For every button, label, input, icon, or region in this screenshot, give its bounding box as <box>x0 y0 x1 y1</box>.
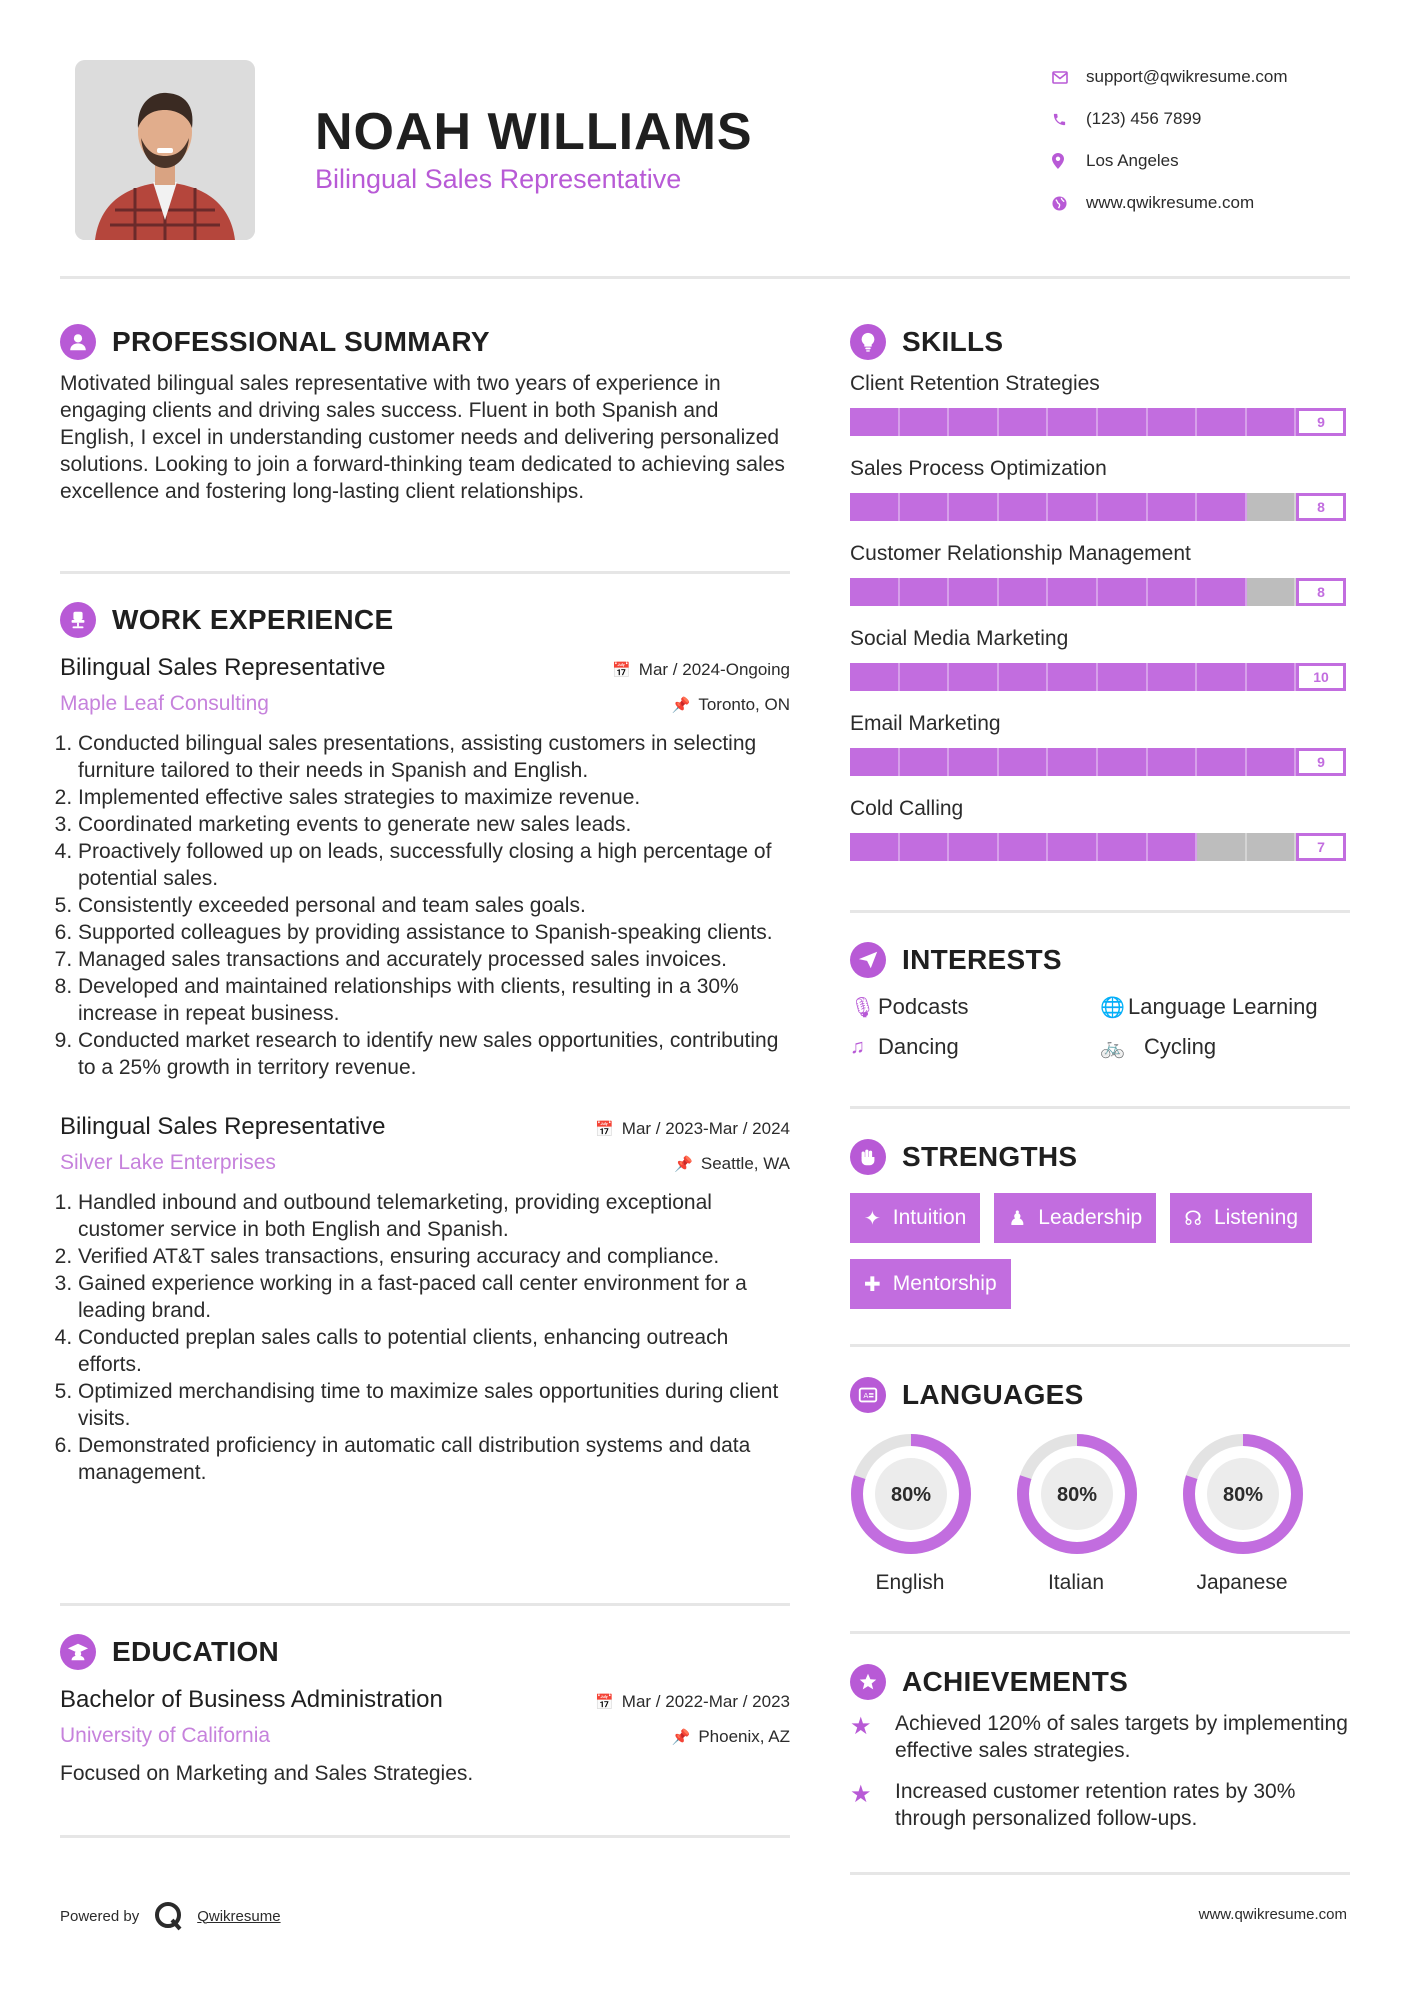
job-location: 📌 Seattle, WA <box>674 1154 790 1173</box>
job-title: Bilingual Sales Representative <box>60 1113 386 1140</box>
skill-segment-filled <box>850 663 900 691</box>
list-item: 1. Handled inbound and outbound telemarketing, providing exceptional customer service in both English and Spanish. <box>78 1189 790 1243</box>
qwikresume-logo-icon <box>153 1900 185 1932</box>
user-icon <box>60 324 96 360</box>
language-ring <box>850 1433 972 1555</box>
skill-level-badge: 9 <box>1296 408 1346 436</box>
footer-powered-by <box>60 1900 281 1932</box>
job-entry-2 <box>60 1113 790 1486</box>
skill-segment-filled <box>949 663 999 691</box>
list-item: 1. Conducted bilingual sales presentations, assisting customers in selecting furniture tailored to their needs in Spanish and English. <box>78 730 790 784</box>
svg-text:A: A <box>863 1391 869 1401</box>
list-item: 4. Conducted preplan sales calls to potential clients, enhancing outreach efforts. <box>78 1324 790 1378</box>
skill-segment-filled <box>949 578 999 606</box>
skill-segment-filled <box>949 408 999 436</box>
shooting-star-icon: ★ <box>850 1713 872 1740</box>
language-item <box>850 1433 1016 1595</box>
skill-item <box>850 370 1350 455</box>
job-bullets <box>60 730 790 1081</box>
achievement-text: Achieved 120% of sales targets by implementing effective sales strategies. <box>895 1712 1348 1762</box>
user-plus-icon: ✚ <box>864 1273 881 1296</box>
skill-bar <box>850 408 1346 436</box>
work-divider <box>60 1603 790 1606</box>
strength-badge: ☊ Listening <box>1170 1193 1312 1243</box>
skills-divider <box>850 910 1350 913</box>
language-name: Italian <box>1047 1571 1105 1594</box>
music-note-icon: ♫ <box>850 1035 865 1058</box>
interest-item: ♫ Dancing <box>850 1034 959 1059</box>
calendar-icon: 📅 <box>595 1694 614 1711</box>
person-photo-icon <box>75 60 255 240</box>
strength-badge: ✦ Intuition <box>850 1193 980 1243</box>
skill-segment-filled <box>949 833 999 861</box>
skill-segment-filled <box>999 748 1049 776</box>
skill-item <box>850 625 1350 710</box>
brand-link[interactable]: Qwikresume <box>197 1907 281 1925</box>
job-location: 📌 Toronto, ON <box>671 695 790 714</box>
graduate-icon <box>60 1634 96 1670</box>
strength-badge: ♟ Leadership <box>994 1193 1156 1243</box>
language-ring <box>1016 1433 1138 1555</box>
skills-list <box>850 370 1350 880</box>
contact-list <box>1050 56 1390 224</box>
skills-section <box>850 322 1350 880</box>
skill-segment-filled <box>900 578 950 606</box>
skill-segment-filled <box>949 748 999 776</box>
skill-segment-filled <box>1148 748 1198 776</box>
contact-phone-text: (123) 456 7899 <box>1086 109 1202 128</box>
location-icon <box>1050 153 1086 169</box>
skill-segment-filled <box>850 578 900 606</box>
list-item: 2. Implemented effective sales strategies to maximize revenue. <box>78 784 790 811</box>
degree-title: Bachelor of Business Administration <box>60 1686 443 1713</box>
list-item: 4. Proactively followed up on leads, successfully closing a high percentage of potential sales. <box>78 838 790 892</box>
skill-name: Cold Calling <box>850 797 964 820</box>
star-badge-icon <box>850 1664 886 1700</box>
globe-icon: 🌐 <box>1100 996 1125 1019</box>
list-item: 5. Consistently exceeded personal and team sales goals. <box>78 892 790 919</box>
skill-segment-filled <box>1148 833 1198 861</box>
skill-segment-filled <box>1148 663 1198 691</box>
language-percent: 80% <box>1222 1484 1264 1506</box>
job-date: 📅 Mar / 2023-Mar / 2024 <box>595 1119 790 1138</box>
profile-photo <box>75 60 255 240</box>
skill-segment-filled <box>1197 663 1247 691</box>
job-title: Bilingual Sales Representative <box>60 654 386 681</box>
skill-segment-filled <box>1048 408 1098 436</box>
skill-segment-filled <box>1098 408 1148 436</box>
language-name: Japanese <box>1196 1571 1288 1594</box>
skill-segment-filled <box>1247 408 1297 436</box>
skill-level-badge: 10 <box>1296 663 1346 691</box>
skill-segment-filled <box>900 408 950 436</box>
contact-website[interactable] <box>1050 182 1390 224</box>
education-description: Focused on Marketing and Sales Strategies. <box>60 1762 474 1785</box>
language-percent: 80% <box>890 1484 932 1506</box>
interest-item: 🎙 Podcasts <box>850 994 969 1019</box>
lightbulb-icon <box>850 324 886 360</box>
users-icon: ♟ <box>1008 1207 1027 1230</box>
skill-name: Customer Relationship Management <box>850 542 1191 565</box>
achievement-item <box>850 1778 1350 1832</box>
skill-segment-filled <box>1197 408 1247 436</box>
job-entry-1 <box>60 654 790 1081</box>
skill-bar <box>850 578 1346 606</box>
education-heading: EDUCATION <box>112 1636 280 1667</box>
skill-segment-filled <box>1148 578 1198 606</box>
summary-section <box>60 322 790 505</box>
skill-segment-filled <box>900 663 950 691</box>
job-bullets <box>60 1189 790 1486</box>
skill-name: Social Media Marketing <box>850 627 1069 650</box>
skill-segment-filled <box>1098 493 1148 521</box>
interests-section <box>850 940 1350 1060</box>
headphones-icon: ☊ <box>1184 1207 1202 1230</box>
summary-heading: PROFESSIONAL SUMMARY <box>112 326 490 357</box>
header-divider <box>60 276 1350 279</box>
interest-item: 🚲 Cycling <box>1100 1034 1217 1059</box>
list-item: 3. Coordinated marketing events to generate new sales leads. <box>78 811 790 838</box>
language-name: English <box>875 1571 945 1594</box>
summary-text: Motivated bilingual sales representative with two years of experience in engaging clients and driving sales success. Fluent in both Spanish and English, I excel in understanding customer needs and delivering personalized solutions. Looking to join a forward-thinking team dedicated to achieving sales excellence and fostering long-lasting client relationships. <box>60 372 785 503</box>
magic-wand-icon: ✦ <box>864 1207 881 1230</box>
language-icon <box>850 1377 886 1413</box>
list-item: 5. Optimized merchandising time to maximize sales opportunities during client visits. <box>78 1378 790 1432</box>
achievement-item <box>850 1710 1350 1764</box>
interests-list <box>850 994 1350 1060</box>
skill-segment-filled <box>850 748 900 776</box>
email-icon <box>1050 71 1086 84</box>
skill-segment-filled <box>1098 833 1148 861</box>
skill-segment-filled <box>1048 748 1098 776</box>
contact-location-text: Los Angeles <box>1086 151 1179 170</box>
skill-segment-filled <box>850 408 900 436</box>
skill-segment-empty <box>1247 493 1297 521</box>
skill-item <box>850 795 1350 880</box>
language-percent: 80% <box>1056 1484 1098 1506</box>
skill-segment-filled <box>1148 408 1198 436</box>
footer-url[interactable]: www.qwikresume.com <box>1198 1906 1347 1923</box>
achievements-heading: ACHIEVEMENTS <box>902 1666 1129 1697</box>
strengths-section <box>850 1137 1350 1309</box>
skill-segment-filled <box>949 493 999 521</box>
skill-segment-filled <box>1098 578 1148 606</box>
interests-heading: INTERESTS <box>902 944 1062 975</box>
skill-segment-filled <box>999 493 1049 521</box>
education-divider <box>60 1835 790 1838</box>
job-company: Silver Lake Enterprises <box>60 1151 276 1174</box>
job-date: 📅 Mar / 2024-Ongoing <box>612 660 790 679</box>
list-item: 9. Conducted market research to identify new sales opportunities, contributing to a 25% growth in territory revenue. <box>78 1027 790 1081</box>
skill-segment-filled <box>850 493 900 521</box>
skill-segment-filled <box>1247 663 1297 691</box>
skill-level-badge: 7 <box>1296 833 1346 861</box>
skill-segment-filled <box>999 663 1049 691</box>
skill-level-badge: 8 <box>1296 493 1346 521</box>
contact-location <box>1050 140 1390 182</box>
education-location: 📌 Phoenix, AZ <box>671 1727 790 1746</box>
achievements-section <box>850 1662 1350 1832</box>
list-item: 7. Managed sales transactions and accurately processed sales invoices. <box>78 946 790 973</box>
skill-segment-empty <box>1197 833 1247 861</box>
job-company: Maple Leaf Consulting <box>60 692 269 715</box>
skill-segment-filled <box>1048 578 1098 606</box>
skill-item <box>850 455 1350 540</box>
list-item: 2. Verified AT&T sales transactions, ensuring accuracy and compliance. <box>78 1243 790 1270</box>
pin-icon: 📌 <box>671 697 691 714</box>
skill-segment-filled <box>1048 663 1098 691</box>
globe-icon <box>1050 196 1086 211</box>
list-item: 6. Demonstrated proficiency in automatic call distribution systems and data management. <box>78 1432 790 1486</box>
list-item: 3. Gained experience working in a fast-paced call center environment for a leading brand. <box>78 1270 790 1324</box>
skill-name: Email Marketing <box>850 712 1001 735</box>
office-chair-icon <box>60 602 96 638</box>
skill-name: Client Retention Strategies <box>850 372 1100 395</box>
contact-email[interactable] <box>1050 56 1390 98</box>
skill-segment-filled <box>850 833 900 861</box>
skill-segment-filled <box>1048 493 1098 521</box>
pin-icon: 📌 <box>674 1156 693 1173</box>
languages-list <box>850 1433 1350 1595</box>
skill-name: Sales Process Optimization <box>850 457 1107 480</box>
phone-icon <box>1050 112 1086 127</box>
list-item: 8. Developed and maintained relationships with clients, resulting in a 30% increase in repeat business. <box>78 973 790 1027</box>
skill-segment-filled <box>999 833 1049 861</box>
skill-segment-filled <box>1148 493 1198 521</box>
languages-section <box>850 1375 1350 1595</box>
skill-segment-filled <box>900 748 950 776</box>
skill-segment-filled <box>1197 493 1247 521</box>
education-section <box>60 1632 790 1787</box>
work-heading: WORK EXPERIENCE <box>112 604 394 635</box>
skill-item <box>850 710 1350 795</box>
paper-plane-icon <box>850 942 886 978</box>
language-item <box>1182 1433 1348 1595</box>
pin-icon: 📌 <box>671 1729 691 1746</box>
interest-item: 🌐 Language Learning <box>1100 994 1318 1019</box>
calendar-icon: 📅 <box>595 1121 614 1138</box>
language-ring <box>1182 1433 1304 1555</box>
skill-segment-filled <box>1048 833 1098 861</box>
contact-email-text: support@qwikresume.com <box>1086 67 1288 86</box>
candidate-name: NOAH WILLIAMS <box>315 103 753 161</box>
skill-segment-filled <box>1197 578 1247 606</box>
skill-bar <box>850 833 1346 861</box>
skill-segment-filled <box>1098 663 1148 691</box>
skill-bar <box>850 493 1346 521</box>
skill-segment-filled <box>1098 748 1148 776</box>
contact-phone[interactable] <box>1050 98 1390 140</box>
powered-by-label: Powered by <box>60 1907 140 1925</box>
microphone-icon: 🎙 <box>850 996 876 1019</box>
list-item: 6. Supported colleagues by providing assistance to Spanish-speaking clients. <box>78 919 790 946</box>
fist-icon <box>850 1139 886 1175</box>
interests-divider <box>850 1106 1350 1109</box>
skill-level-badge: 8 <box>1296 578 1346 606</box>
school-name: University of California <box>60 1724 271 1747</box>
skills-heading: SKILLS <box>902 326 1004 357</box>
languages-heading: LANGUAGES <box>902 1379 1084 1410</box>
skill-item <box>850 540 1350 625</box>
candidate-title: Bilingual Sales Representative <box>315 164 682 194</box>
achievement-text: Increased customer retention rates by 30% through personalized follow-ups. <box>895 1780 1296 1830</box>
strengths-divider <box>850 1344 1350 1347</box>
strengths-heading: STRENGTHS <box>902 1141 1078 1172</box>
strengths-list <box>850 1193 1350 1309</box>
skill-segment-filled <box>999 408 1049 436</box>
education-date: 📅 Mar / 2022-Mar / 2023 <box>595 1692 790 1711</box>
contact-website-text: www.qwikresume.com <box>1086 193 1255 212</box>
skill-bar <box>850 663 1346 691</box>
strength-badge: ✚ Mentorship <box>850 1259 1011 1309</box>
shooting-star-icon: ★ <box>850 1781 872 1808</box>
skill-segment-filled <box>900 493 950 521</box>
skill-segment-filled <box>1197 748 1247 776</box>
language-item <box>1016 1433 1182 1595</box>
skill-segment-empty <box>1247 578 1297 606</box>
skill-segment-filled <box>900 833 950 861</box>
work-section <box>60 600 790 1486</box>
calendar-icon: 📅 <box>612 662 631 679</box>
skill-segment-empty <box>1247 833 1297 861</box>
skill-segment-filled <box>999 578 1049 606</box>
languages-divider <box>850 1631 1350 1634</box>
skill-segment-filled <box>1247 748 1297 776</box>
skill-bar <box>850 748 1346 776</box>
summary-divider <box>60 571 790 574</box>
achievements-divider <box>850 1872 1350 1875</box>
bicycle-icon: 🚲 <box>1100 1036 1125 1059</box>
skill-level-badge: 9 <box>1296 748 1346 776</box>
